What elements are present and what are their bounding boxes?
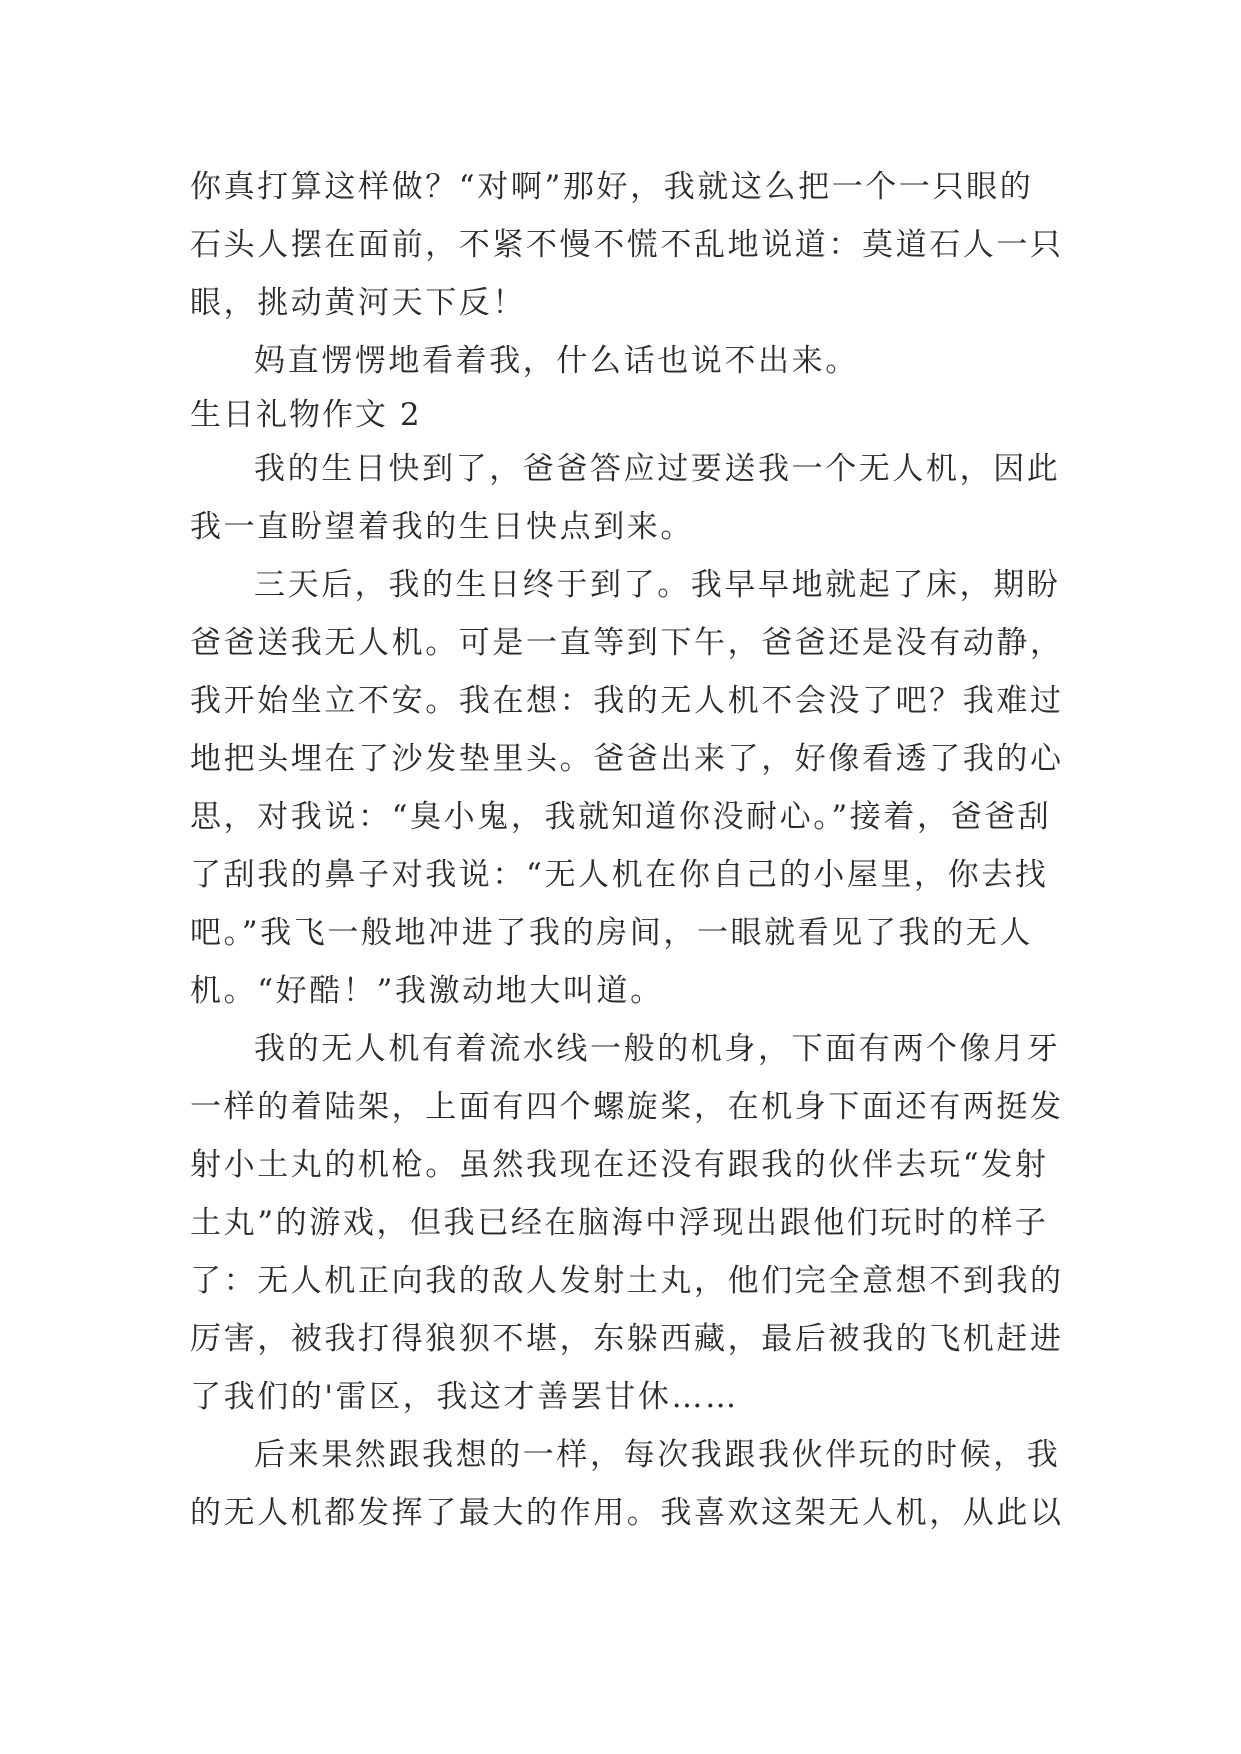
text-line: 吧。”我飞一般地冲进了我的房间，一眼就看见了我的无人 [190,915,1033,951]
text-line: 眼，挑动黄河天下反！ [190,285,526,321]
text-line: 我开始坐立不安。我在想：我的无人机不会没了吧？我难过 [190,683,1064,719]
document-body [190,158,1064,1542]
text-line: 一样的着陆架，上面有四个螺旋桨，在机身下面还有两挺发 [190,1089,1064,1125]
text-line: 地把头埋在了沙发垫里头。爸爸出来了，好像看透了我的心 [190,741,1064,777]
text-line: 我一直盼望着我的生日快点到来。 [190,509,694,545]
text-line: 射小土丸的机枪。虽然我现在还没有跟我的伙伴去玩“发射 [190,1147,1049,1183]
text-line: 了：无人机正向我的敌人发射土丸，他们完全意想不到我的 [190,1263,1064,1299]
text-line: 的无人机都发挥了最大的作用。我喜欢这架无人机，从此以 [190,1495,1064,1531]
section-heading: 生日礼物作文 2 [190,397,422,433]
text-line: 厉害，被我打得狼狈不堪，东躲西藏，最后被我的飞机赶进 [190,1321,1064,1357]
text-line: 爸爸送我无人机。可是一直等到下午，爸爸还是没有动静， [190,625,1064,661]
text-line: 你真打算这样做？“对啊”那好，我就这么把一个一只眼的 [190,169,1034,205]
paragraph-first-line: 妈直愣愣地看着我，什么话也说不出来。 [254,343,859,379]
text-line: 土丸”的游戏，但我已经在脑海中浮现出跟他们玩时的样子 [190,1205,1049,1241]
paragraph-first-line: 后来果然跟我想的一样，每次我跟我伙伴玩的时候，我 [254,1437,1061,1473]
text-line: 机。“好酷！”我激动地大叫道。 [190,973,664,1009]
text-line: 了刮我的鼻子对我说：“无人机在你自己的小屋里，你去找 [190,857,1049,893]
paragraph-first-line: 我的生日快到了，爸爸答应过要送我一个无人机，因此 [254,451,1061,487]
text-line: 思，对我说：“臭小鬼，我就知道你没耐心。”接着，爸爸刮 [190,799,1052,835]
paragraph-first-line: 我的无人机有着流水线一般的机身，下面有两个像月牙 [254,1031,1061,1067]
paragraph-first-line: 三天后，我的生日终于到了。我早早地就起了床，期盼 [254,567,1061,603]
text-line: 石头人摆在面前，不紧不慢不慌不乱地说道：莫道石人一只 [190,227,1064,263]
text-line: 了我们的'雷区，我这才善罢甘休…… [190,1379,739,1415]
